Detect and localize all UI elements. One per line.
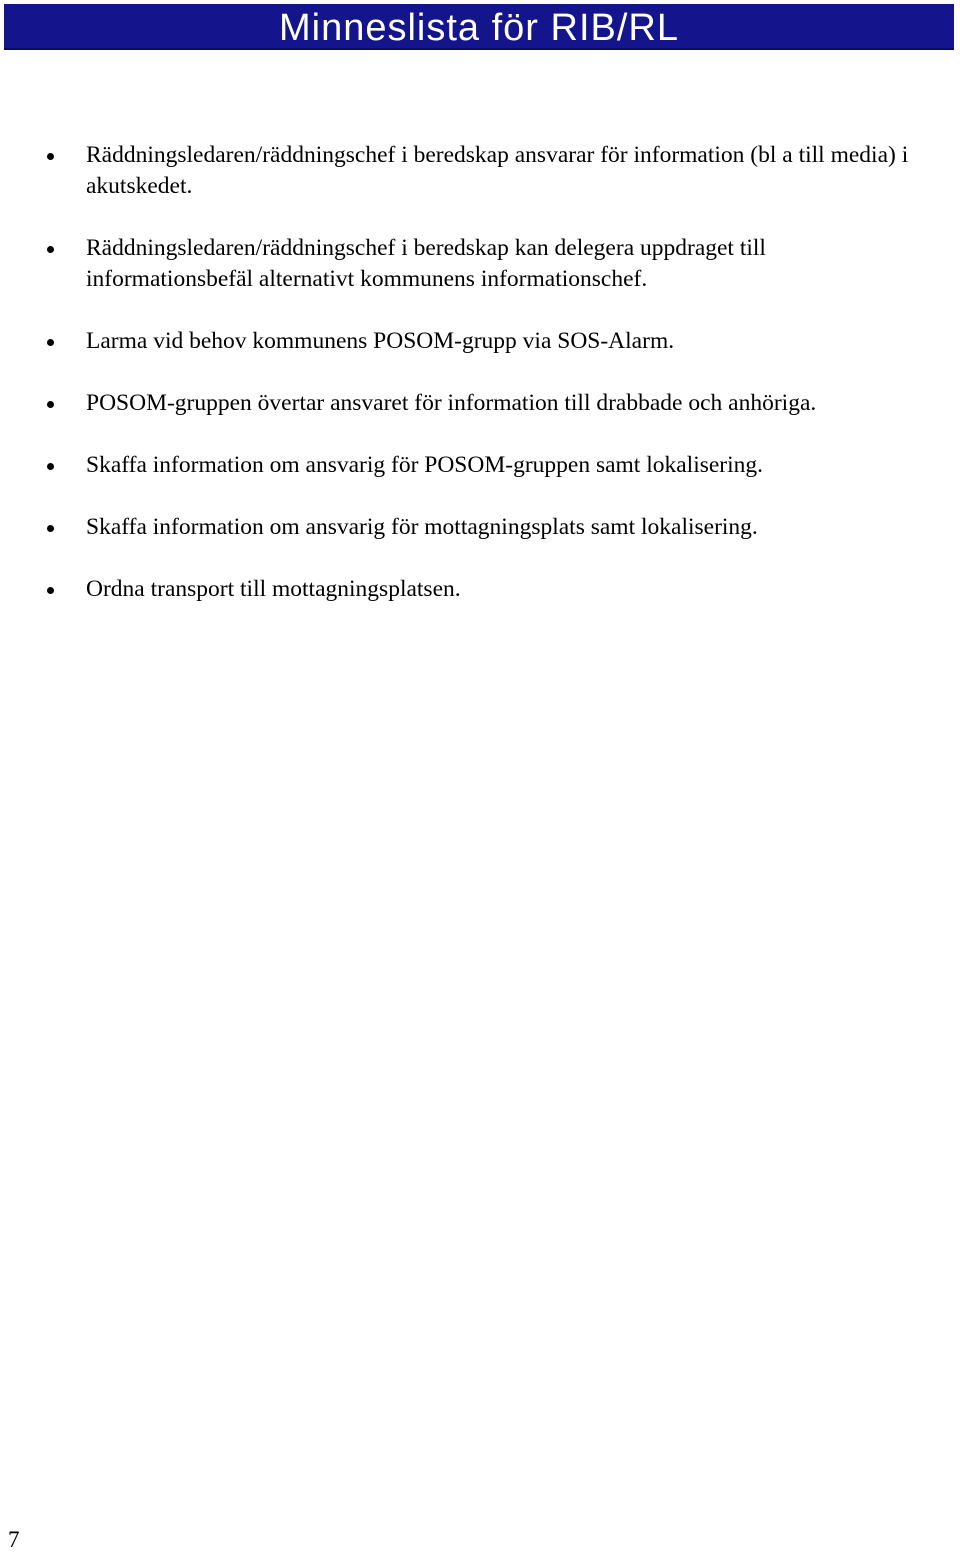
bullet-icon <box>47 587 54 594</box>
list-item <box>0 233 960 295</box>
list-item-text: Skaffa information om ansvarig för POSOM-gruppen samt lokalisering. <box>86 452 764 478</box>
bullet-icon <box>47 525 54 532</box>
list-item <box>0 140 960 202</box>
list-item-text: Larma vid behov kommunens POSOM-grupp via SOS-Alarm. <box>86 328 675 354</box>
list-item <box>0 388 960 419</box>
bullet-icon <box>47 463 54 470</box>
list-item-text: Skaffa information om ansvarig för mottagningsplats samt lokalisering. <box>86 514 758 540</box>
list-item-text: Ordna transport till mottagningsplatsen. <box>86 576 461 602</box>
page-title: Minneslista för RIB/RL <box>278 7 679 49</box>
page-number: 7 <box>8 1527 20 1552</box>
checklist <box>0 140 960 636</box>
bullet-icon <box>47 339 54 346</box>
header-bar <box>4 4 954 50</box>
list-item <box>0 574 960 605</box>
bullet-icon <box>47 246 54 253</box>
list-item-text: Räddningsledaren/räddningschef i beredskap ansvarar för information (bl a till media) i akutskedet. <box>86 142 909 199</box>
list-item-text: POSOM-gruppen övertar ansvaret för information till drabbade och anhöriga. <box>86 390 817 416</box>
bullet-icon <box>47 401 54 408</box>
list-item <box>0 512 960 543</box>
list-item <box>0 326 960 357</box>
list-item-text: Räddningsledaren/räddningschef i beredskap kan delegera uppdraget till informationsbefäl alternativt kommunens informationschef. <box>86 235 766 292</box>
list-item <box>0 450 960 481</box>
bullet-icon <box>47 153 54 160</box>
